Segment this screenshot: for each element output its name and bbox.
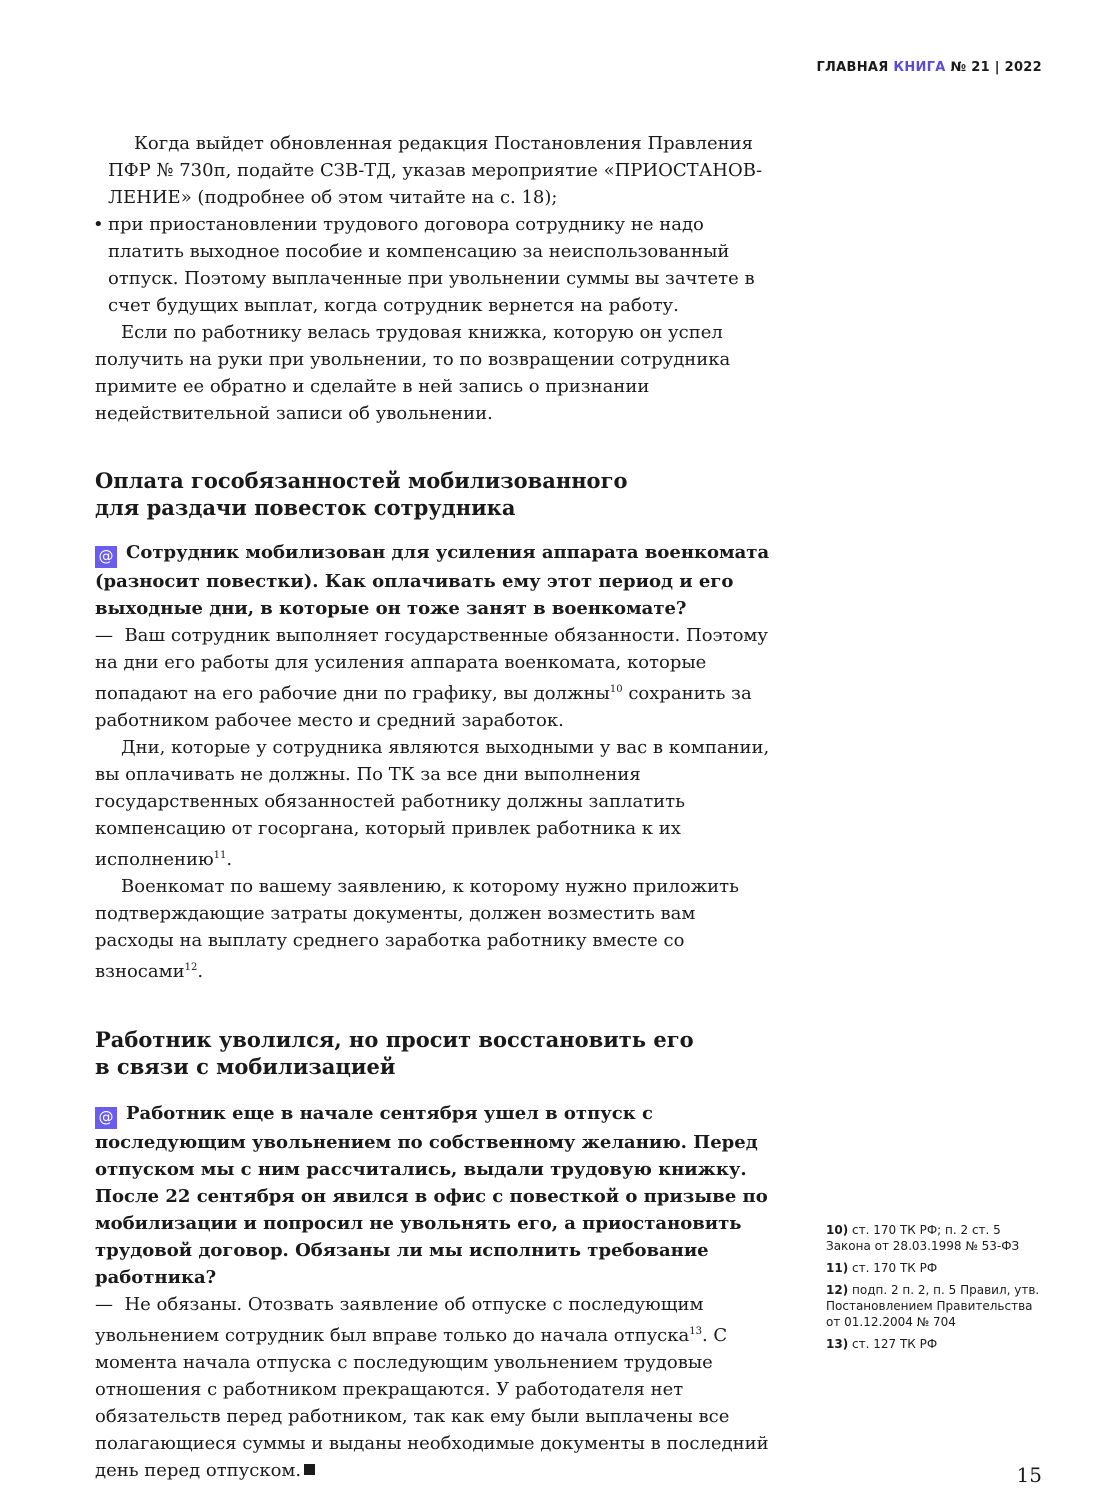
article-body xyxy=(95,130,771,1484)
footnote-ref-10: 10 xyxy=(609,684,623,695)
footnote-ref-13: 13 xyxy=(689,1326,702,1337)
paragraph-reimbursement: Военкомат по вашему заявлению, к которому нужно приложить подтверждающие затраты документы, должен возместить вам расходы на выплату среднего заработка работнику вместе со взносами$^{12}$. xyxy=(95,876,739,982)
question-text: Сотрудник мобилизован для усиления аппарата военкомата (разносит повестки). Как оплачивать ему этот период и его выходные дни, в которые он тоже занят в военкомате? xyxy=(95,542,770,619)
section-heading-mobilized-duties: Оплата гособязанностей мобилизованного для раздачи повесток сотрудника xyxy=(95,468,628,520)
issue-number: № 21 | 2022 xyxy=(950,60,1042,75)
footnote-12: 12) подп. 2 п. 2, п. 5 Правил, утв. Постановлением Правительства от 01.12.2004 № 704 xyxy=(826,1283,1040,1329)
footnote-ref-11: 11 xyxy=(213,850,227,861)
page-number: 15 xyxy=(1016,1463,1042,1487)
footnotes xyxy=(826,1222,1041,1358)
question-text: Работник еще в начале сентября ушел в отпуск с последующим увольнением по собственному желанию. Перед отпуском мы с ним рассчитались, выдали трудовую книжку. После 22 сентября он явился в офис с повесткой о призыве по мобилизации и попросил не увольнять его, а приостановить трудовой договор. Обязаны ли мы исполнить требование работника? xyxy=(95,1103,768,1288)
list-item-continuation: Когда выйдет обновленная редакция Постановления Правления ПФР № 730п, подайте СЗВ-ТД, указав мероприятие «ПРИОСТАНОВ-ЛЕНИЕ» (подробнее об этом читайте на с. 18); xyxy=(108,133,763,208)
question-paragraph xyxy=(95,1100,771,1291)
answer-dash: — xyxy=(95,1294,113,1315)
intro-paragraph: Если по работнику велась трудовая книжка, которую он успел получить на руки при увольнении, то по возвращении сотрудника примите ее обратно и сделайте в ней запись о признании недействительной записи об увольнении. xyxy=(95,322,731,424)
brand-name: ГЛАВНАЯ xyxy=(816,60,889,75)
answer-paragraph: — Не обязаны. Отозвать заявление об отпуске с последующим увольнением сотрудник был вправе только до начала отпуска$^{13}$. С момента начала отпуска с последующим увольнением трудовые отношения с работником прекращаются. У работодателя нет обязательств перед работником, так как ему были выплачены все полагающиеся суммы и выданы необходимые документы в последний день перед отпуском. xyxy=(95,1294,769,1481)
footnote-13: 13) ст. 127 ТК РФ xyxy=(826,1337,938,1351)
paragraph-days-off: Дни, которые у сотрудника являются выходными у вас в компании, вы оплачивать не должны. По ТК за все дни выполнения государственных обязанностей работнику должны заплатить компенсацию от госоргана, который привлек работника к их исполнению$^{11}$. xyxy=(95,737,770,870)
footnote-ref-12: 12 xyxy=(184,962,198,973)
answer-dash: — xyxy=(95,625,113,646)
answer-paragraph: — Ваш сотрудник выполняет государственные обязанности. Поэтому на дни его работы для усиления аппарата военкомата, которые попадают на его рабочие дни по графику, вы должны$^{10}$ сохранить за работником рабочее место и средний заработок. xyxy=(95,625,769,731)
brand-name-accent: КНИГА xyxy=(893,60,946,75)
footnote-11: 11) ст. 170 ТК РФ xyxy=(826,1261,938,1275)
end-of-article-square-icon xyxy=(304,1464,315,1475)
question-at-icon: @ xyxy=(95,546,117,568)
bullet-item: • при приостановлении трудового договора сотруднику не надо платить выходное пособие и компенсацию за неиспользованный отпуск. Поэтому выплаченные при увольнении суммы вы зачтете в счет будущих выплат, когда сотрудник вернется на работу. xyxy=(95,211,771,319)
footnote-10: 10) ст. 170 ТК РФ; п. 2 ст. 5 Закона от 28.03.1998 № 53-ФЗ xyxy=(826,1223,1020,1253)
masthead xyxy=(816,60,1042,75)
question-paragraph xyxy=(95,539,771,622)
section-heading-restore-employee: Работник уволился, но просит восстановить его в связи с мобилизацией xyxy=(95,1027,694,1079)
question-at-icon: @ xyxy=(95,1107,117,1129)
